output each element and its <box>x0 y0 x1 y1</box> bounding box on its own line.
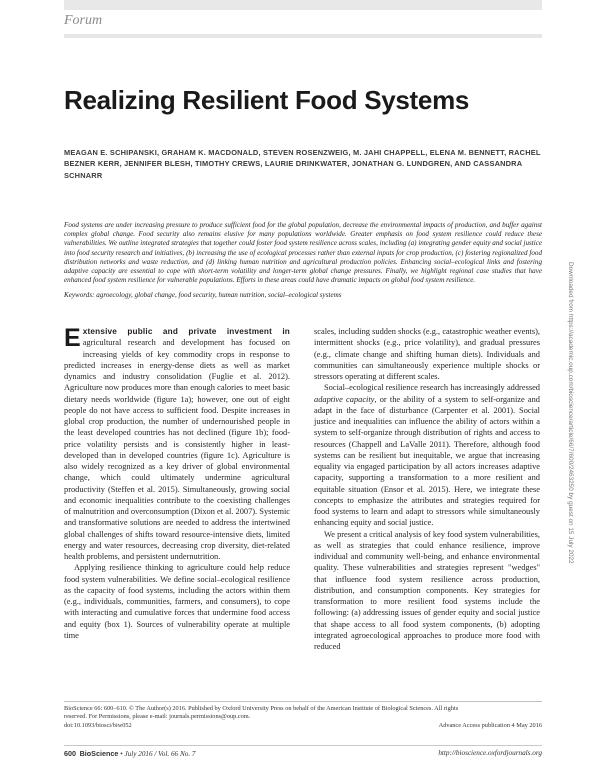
footer-rule <box>64 745 542 746</box>
body-paragraph <box>64 326 290 562</box>
journal-name: BioScience <box>79 749 119 758</box>
page-folio <box>64 749 196 758</box>
paragraph-text: , or the ability of a system to self-organize and adapt in the face of disturbance (Carpenter et al. 2001). Social justice and inequalities can influence the ability of actors within a system to self-organize through distribution of rights and access to resources (Chappell and LaValle 2011). Therefore, although food systems can be resilient but inequitable, we argue that increasing equality via engaged participation by all actors increases adaptive capacity, supporting a transformation to a more resilient and equitable situation (Ensor et al. 2015). Here, we integrate these concepts to emphasize the attributes and strategies required for food systems to learn and adapt to stressors while simultaneously enhancing equity and social justice. <box>314 394 540 528</box>
body-column-right <box>314 326 540 652</box>
keywords: Keywords: agroecology, global change, food security, human nutrition, social–ecological systems <box>64 291 342 299</box>
footnote-rule <box>64 701 542 702</box>
body-paragraph <box>314 382 540 528</box>
advance-access-date: Advance Access publication 4 May 2016 <box>438 721 542 729</box>
body-paragraph: We present a critical analysis of key food system vulnerabilities, as well as strategies that could enhance resilience, improve individual and community well-being, and enhance environmental quality. These vulnerabilities and strategies represent "wedges" that influence food system resilience across production, distribution, and consumption components. Key strategies for transformation to more resilient food systems include the following: (a) addressing issues of gender equity and social justice that shape access to all food system components, (b) adopting integrated agroecological approaches to produce more food with reduced <box>314 529 540 651</box>
footnote-line: reserved. For Permissions, please e-mail: journals.permissions@oup.com. <box>64 713 251 721</box>
paragraph-text: Social–ecological resilience research has increasingly addressed <box>324 383 540 393</box>
abstract: Food systems are under increasing pressure to produce sufficient food for the global population, decrease the environmental impacts of production, and buffer against complex global change. Food security also remains elusive for many populations worldwide. Greater emphasis on food system resilience could reduce these vulnerabilities. We outline integrated strategies that together could foster food system resilience across scales, including (a) integrating gender equity and social justice into food security research and initiatives, (b) increasing the use of ecological processes rather than external inputs for crop production, (c) fostering regionalized food distribution networks and waste reduction, and (d) linking human nutrition and agricultural production policies. Enhancing social–ecological links and fostering adaptive capacity are essential to cope with short-term volatility and longer-term global change pressures. Finally, we highlight regional case studies that have enhanced food system resilience for vulnerable populations. Efforts in these areas could have dramatic impacts on global food system resilience. <box>64 221 542 285</box>
section-label: Forum <box>64 13 103 28</box>
body-paragraph: scales, including sudden shocks (e.g., catastrophic weather events), intermittent shocks (e.g., price volatility), and gradual pressures (e.g., climate change and shifting human diets). Individuals and communities can simultaneously experience multiple shocks or stressors operating at different scales. <box>314 327 540 381</box>
download-watermark: Downloaded from https://academic.oup.com/bioscience/article/66/7/600/2463250 by guest on 15 July 2022 <box>567 262 574 564</box>
drop-cap: E <box>64 324 81 352</box>
citation-footnote <box>64 705 542 730</box>
journal-url[interactable]: http://bioscience.oxfordjournals.org <box>438 749 542 757</box>
author-list: MEAGAN E. SCHIPANSKI, GRAHAM K. MACDONALD, STEVEN ROSENZWEIG, M. JAHI CHAPPELL, ELENA M. BENNETT, RACHEL BEZNER KERR, JENNIFER BLESH, TIMOTHY CREWS, LAURIE DRINKWATER, JONATHAN G. LUNDGREN, AND CASSANDRA SCHNARR <box>64 148 541 180</box>
body-column-left <box>64 326 290 641</box>
issue-info: • July 2016 / Vol. 66 No. 7 <box>118 750 196 758</box>
footnote-line: BioScience 66: 600–610. © The Author(s) 2016. Published by Oxford University Press on behalf of the American Institute of Biological Sciences. All rights <box>64 705 459 712</box>
lead-in: xtensive public and private investment in <box>82 327 290 336</box>
defined-term: adaptive capacity <box>314 394 375 404</box>
page-number: 600 <box>64 749 76 758</box>
article-title: Realizing Resilient Food Systems <box>64 85 470 115</box>
header-rule <box>64 34 542 38</box>
doi[interactable]: doi:10.1093/biosci/biw052 <box>64 721 132 729</box>
body-paragraph: Applying resilience thinking to agriculture could help reduce food system vulnerabilities. We define social–ecological resilience as the capacity of food systems, including the actors within them (e.g., individuals, communities, farmers, and consumers), to cope with interacting and cumulative forces that undermine food access and equity (box 1). Sources of vulnerability operate at multiple time <box>64 563 290 640</box>
header-bar <box>64 0 542 10</box>
paragraph-text: agricultural research and development has focused on increasing yields of key commodity crops in response to predicted increases in energy-dense diets as well as market dynamics and industry consolidation (Fuglie et al. 2012). Agriculture now produces more than enough calories to meet basic dietary needs worldwide (figure 1a); however, one out of eight people do not have access to sufficient food. Despite increases in global crop production, the number of undernourished people in the least developed countries has not declined (figure 1b); food-price volatility persists and is consistently higher in least-developed than in developed countries (figure 1c). Agriculture is also widely recognized as a key driver of global environmental change, which could ultimately undermine agricultural productivity (Steffen et al. 2015). Simultaneously, growing social and economic inequalities contribute to the coexisting challenges of malnutrition and overconsumption (Dixon et al. 2007). Systemic and transformative solutions are needed to address the intertwined global challenges of shifts toward resource-intensive diets, limited energy and water resources, decreasing crop diversity, diet-related health problems, and persistent undernutrition. <box>64 338 290 561</box>
